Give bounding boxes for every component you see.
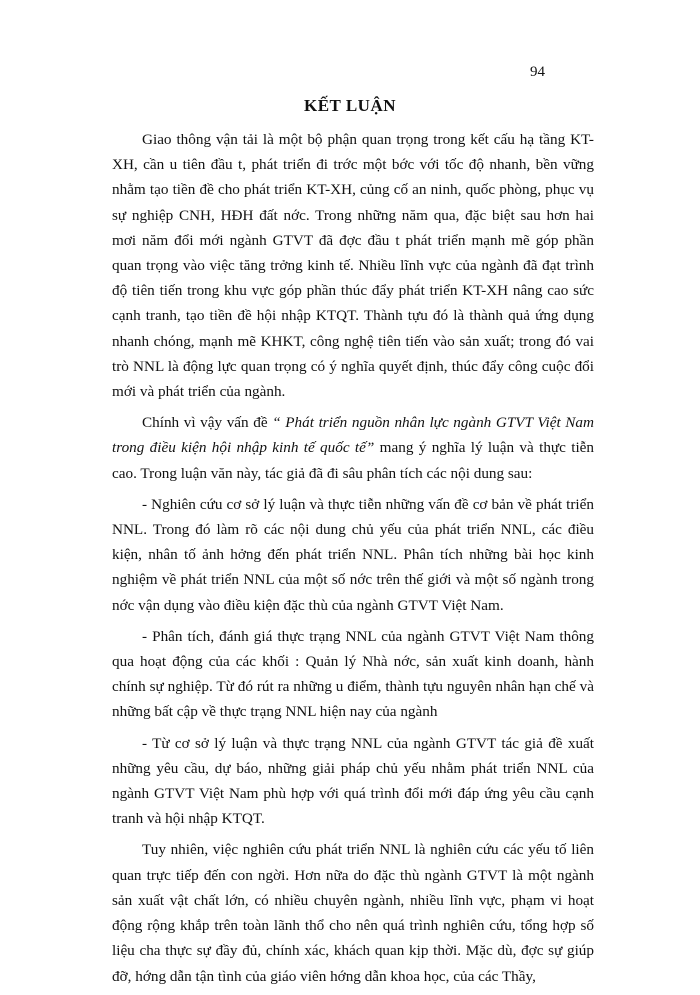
- topic-lead-text: Chính vì vậy vấn đề: [142, 414, 273, 432]
- thesis-title: “ Phát triển nguồn nhân lực ngành GTVT Việt Nam trong điều kiện hội nhập kinh tế quốc tế”: [112, 414, 594, 457]
- page-title: KẾT LUẬN: [303, 96, 396, 115]
- bullet-item-2: - Phân tích, đánh giá thực trạng NNL của ngành GTVT Việt Nam thông qua hoạt động của các khối : Quản lý Nhà nớc, sản xuất kinh doanh, hành chính sự nghiệp. Từ đó rút ra những u điểm, thành tựu nguyên nhân hạn chế và những bất cập về thực trạng NNL hiện nay của ngành: [112, 627, 594, 721]
- paragraph-topic: [112, 410, 594, 486]
- paragraph-intro: Giao thông vận tải là một bộ phận quan trọng trong kết cấu hạ tầng KT-XH, cần u tiên đầu t, phát triển đi trớc một bớc với tốc độ nhanh, bền vững nhằm tạo tiền đề cho phát triển KT-XH, củng cố an ninh, quốc phòng, phục vụ sự nghiệp CNH, HĐH đất nớc. Trong những năm qua, đặc biệt sau hơn hai mơi năm đổi mới ngành GTVT đã đợc đầu t phát triển mạnh mẽ góp phần quan trọng vào việc tăng trởng kinh tế. Nhiều lĩnh vực của ngành đã đạt trình độ tiên tiến trong khu vực góp phần thúc đẩy phát triển KT-XH nâng cao sức cạnh tranh, tạo tiền đề hội nhập KTQT. Thành tựu đó là thành quả ứng dụng nhanh chóng, mạnh mẽ KHKT, công nghệ tiên tiến vào sản xuất; trong đó vai trò NNL là động lực quan trọng có ý nghĩa quyết định, thúc đẩy công cuộc đổi mới và phát triển của ngành.: [112, 131, 594, 401]
- page-number: 94: [530, 64, 545, 80]
- document-body: [112, 127, 594, 995]
- paragraph-closing: Tuy nhiên, việc nghiên cứu phát triển NNL là nghiên cứu các yếu tố liên quan trực tiếp đến con ngời. Hơn nữa do đặc thù ngành GTVT là một ngành sản xuất vật chất lớn, có nhiều chuyên ngành, nhiều lĩnh vực, phạm vi hoạt động rộng khắp trên toàn lãnh thổ cho nên quá trình nghiên cứu, tổng hợp số liệu cha thực sự đầy đủ, chính xác, khách quan kịp thời. Mặc dù, đợc sự giúp đỡ, hớng dẫn tận tình của giáo viên hớng dẫn khoa học, của các Thầy,: [112, 841, 594, 985]
- bullet-item-1: - Nghiên cứu cơ sở lý luận và thực tiễn những vấn đề cơ bản về phát triển NNL. Trong đó làm rõ các nội dung chủ yếu của phát triển NNL, các điều kiện, nhân tố ảnh hởng đến phát triển NNL. Phân tích những bài học kinh nghiệm về phát triển NNL của một số nớc trên thế giới và một số ngành trong nớc vận dụng vào điều kiện đặc thù của ngành GTVT Việt Nam.: [112, 495, 594, 614]
- topic-tail-text: mang ý nghĩa lý luận và thực tiễn cao. Trong luận văn này, tác giả đã đi sâu phân tích các nội dung sau:: [112, 439, 594, 482]
- bullet-item-3: - Từ cơ sở lý luận và thực trạng NNL của ngành GTVT tác giả đề xuất những yêu cầu, dự báo, những giải pháp chủ yếu nhằm phát triển NNL của ngành GTVT Việt Nam phù hợp với quá trình đổi mới đáp ứng yêu cầu cạnh tranh và hội nhập KTQT.: [112, 734, 594, 828]
